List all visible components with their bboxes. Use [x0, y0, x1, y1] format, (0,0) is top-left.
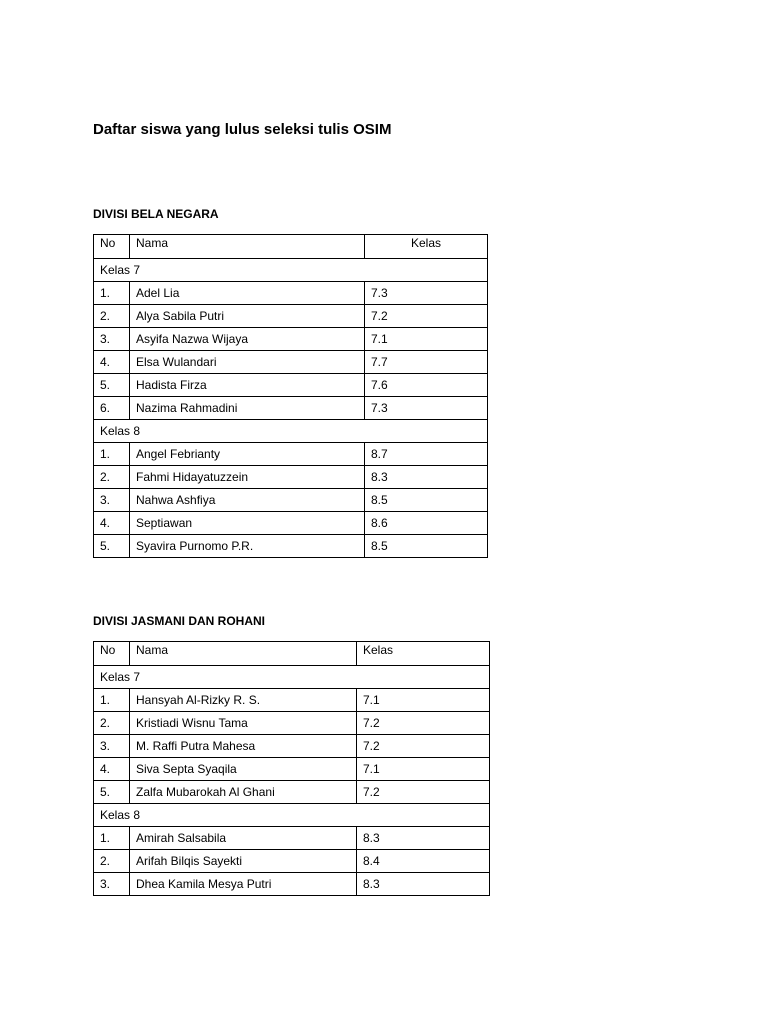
cell-kelas: 7.3 [365, 397, 488, 420]
cell-no: 1. [94, 827, 130, 850]
column-header-kelas: Kelas [365, 235, 488, 259]
cell-kelas: 8.5 [365, 489, 488, 512]
cell-kelas: 7.1 [365, 328, 488, 351]
cell-no: 3. [94, 328, 130, 351]
document-title: Daftar siswa yang lulus seleksi tulis OSIM [93, 121, 392, 138]
table-row [94, 351, 488, 374]
table-jasmani-rohani [93, 641, 490, 896]
column-header-nama: Nama [130, 235, 365, 259]
cell-no: 2. [94, 466, 130, 489]
cell-nama: Alya Sabila Putri [130, 305, 365, 328]
cell-kelas: 8.3 [357, 827, 490, 850]
table-row [94, 374, 488, 397]
cell-kelas: 7.1 [357, 689, 490, 712]
group-label: Kelas 8 [94, 804, 490, 827]
cell-no: 5. [94, 781, 130, 804]
table-row [94, 512, 488, 535]
group-row [94, 666, 490, 689]
table-row [94, 489, 488, 512]
section-heading-bela-negara: DIVISI BELA NEGARA [93, 207, 219, 221]
cell-no: 4. [94, 512, 130, 535]
table-row [94, 758, 490, 781]
cell-kelas: 8.3 [365, 466, 488, 489]
table-row [94, 397, 488, 420]
cell-kelas: 7.7 [365, 351, 488, 374]
table-row [94, 282, 488, 305]
table-row [94, 328, 488, 351]
cell-nama: Septiawan [130, 512, 365, 535]
cell-nama: Asyifa Nazwa Wijaya [130, 328, 365, 351]
table-row [94, 305, 488, 328]
table-header-row [94, 642, 490, 666]
cell-no: 1. [94, 282, 130, 305]
cell-no: 5. [94, 535, 130, 558]
cell-nama: Hadista Firza [130, 374, 365, 397]
cell-kelas: 7.1 [357, 758, 490, 781]
section-heading-jasmani-rohani: DIVISI JASMANI DAN ROHANI [93, 614, 266, 628]
cell-nama: Angel Febrianty [130, 443, 365, 466]
cell-nama: Elsa Wulandari [130, 351, 365, 374]
group-label: Kelas 7 [94, 259, 488, 282]
cell-kelas: 7.2 [357, 735, 490, 758]
cell-kelas: 8.6 [365, 512, 488, 535]
table-bela-negara [93, 234, 488, 558]
cell-no: 2. [94, 712, 130, 735]
table-header-row [94, 235, 488, 259]
cell-kelas: 7.6 [365, 374, 488, 397]
cell-nama: Siva Septa Syaqila [130, 758, 357, 781]
cell-nama: Dhea Kamila Mesya Putri [130, 873, 357, 896]
table-row [94, 466, 488, 489]
table-row [94, 873, 490, 896]
cell-kelas: 8.7 [365, 443, 488, 466]
cell-nama: Kristiadi Wisnu Tama [130, 712, 357, 735]
cell-kelas: 8.3 [357, 873, 490, 896]
cell-nama: Arifah Bilqis Sayekti [130, 850, 357, 873]
group-label: Kelas 7 [94, 666, 490, 689]
group-label: Kelas 8 [94, 420, 488, 443]
cell-nama: Adel Lia [130, 282, 365, 305]
cell-kelas: 7.3 [365, 282, 488, 305]
cell-no: 6. [94, 397, 130, 420]
cell-kelas: 7.2 [357, 712, 490, 735]
column-header-nama: Nama [130, 642, 357, 666]
table-row [94, 443, 488, 466]
cell-no: 1. [94, 689, 130, 712]
cell-nama: Syavira Purnomo P.R. [130, 535, 365, 558]
cell-no: 4. [94, 351, 130, 374]
cell-no: 2. [94, 305, 130, 328]
cell-no: 3. [94, 735, 130, 758]
cell-nama: Hansyah Al-Rizky R. S. [130, 689, 357, 712]
cell-nama: M. Raffi Putra Mahesa [130, 735, 357, 758]
cell-nama: Zalfa Mubarokah Al Ghani [130, 781, 357, 804]
cell-no: 5. [94, 374, 130, 397]
table-row [94, 712, 490, 735]
group-row [94, 420, 488, 443]
group-row [94, 259, 488, 282]
cell-no: 4. [94, 758, 130, 781]
group-row [94, 804, 490, 827]
cell-kelas: 8.4 [357, 850, 490, 873]
cell-kelas: 7.2 [365, 305, 488, 328]
cell-no: 3. [94, 489, 130, 512]
table-row [94, 827, 490, 850]
cell-kelas: 7.2 [357, 781, 490, 804]
cell-nama: Fahmi Hidayatuzzein [130, 466, 365, 489]
column-header-no: No [94, 235, 130, 259]
table-row [94, 781, 490, 804]
table-row [94, 689, 490, 712]
cell-no: 2. [94, 850, 130, 873]
cell-no: 3. [94, 873, 130, 896]
cell-nama: Amirah Salsabila [130, 827, 357, 850]
table-row [94, 735, 490, 758]
table-row [94, 850, 490, 873]
cell-nama: Nazima Rahmadini [130, 397, 365, 420]
column-header-kelas: Kelas [357, 642, 490, 666]
cell-kelas: 8.5 [365, 535, 488, 558]
cell-nama: Nahwa Ashfiya [130, 489, 365, 512]
table-row [94, 535, 488, 558]
cell-no: 1. [94, 443, 130, 466]
column-header-no: No [94, 642, 130, 666]
